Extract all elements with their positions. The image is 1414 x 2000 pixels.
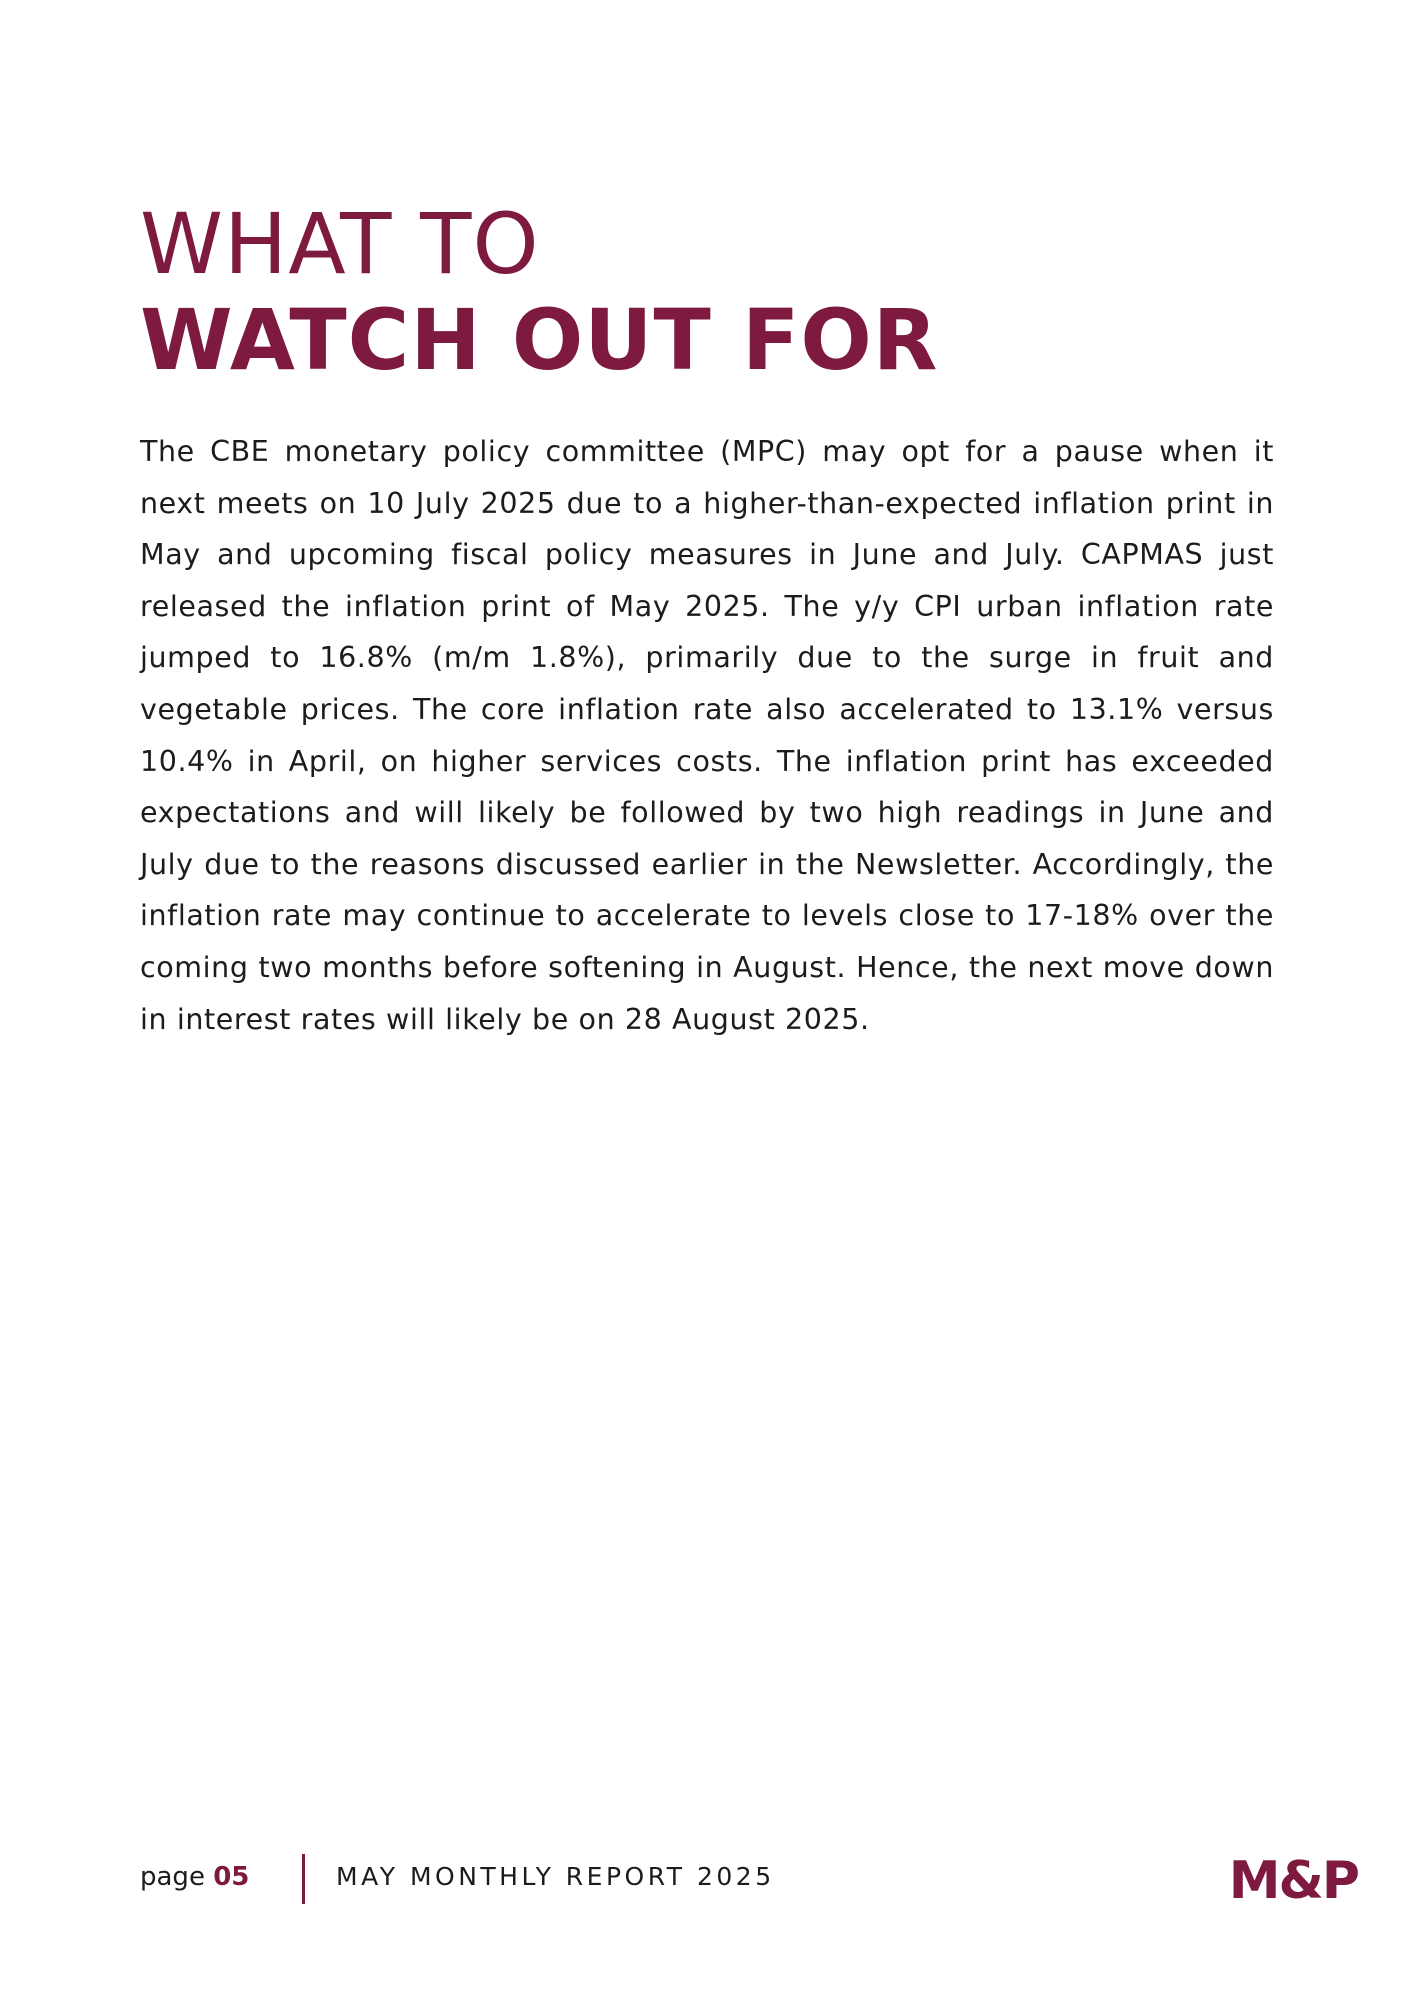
report-title: MAY MONTHLY REPORT 2025 <box>336 1862 775 1891</box>
heading-line-light: WHAT TO <box>140 195 540 293</box>
company-logo: M&P <box>1228 1851 1358 1911</box>
page-footer <box>140 1851 1358 1911</box>
page-number: 05 <box>213 1862 250 1892</box>
body-paragraph: The CBE monetary policy committee (MPC) may opt for a pause when it next meets on 10 July 2025 due to a higher-than-expected inflation print in May and upcoming fiscal policy measures in June and July. CAPMAS just released the inflation print of May 2025. The y/y CPI urban inflation rate jumped to 16.8% (m/m 1.8%), primarily due to the surge in fruit and vegetable prices. The core inflation rate also accelerated to 13.1% versus 10.4% in April, on higher services costs. The inflation print has exceeded expectations and will likely be followed by two high readings in June and July due to the reasons discussed earlier in the Newsletter. Accordingly, the inflation rate may continue to accelerate to levels close to 17-18% over the coming two months before softening in August. Hence, the next move down in interest rates will likely be on 28 August 2025. <box>140 435 1274 1036</box>
heading-line-bold: WATCH OUT FOR <box>140 291 939 389</box>
page-label-text: page <box>140 1862 214 1892</box>
footer-divider <box>302 1854 305 1904</box>
page-indicator <box>140 1862 249 1892</box>
page-heading <box>140 196 939 390</box>
